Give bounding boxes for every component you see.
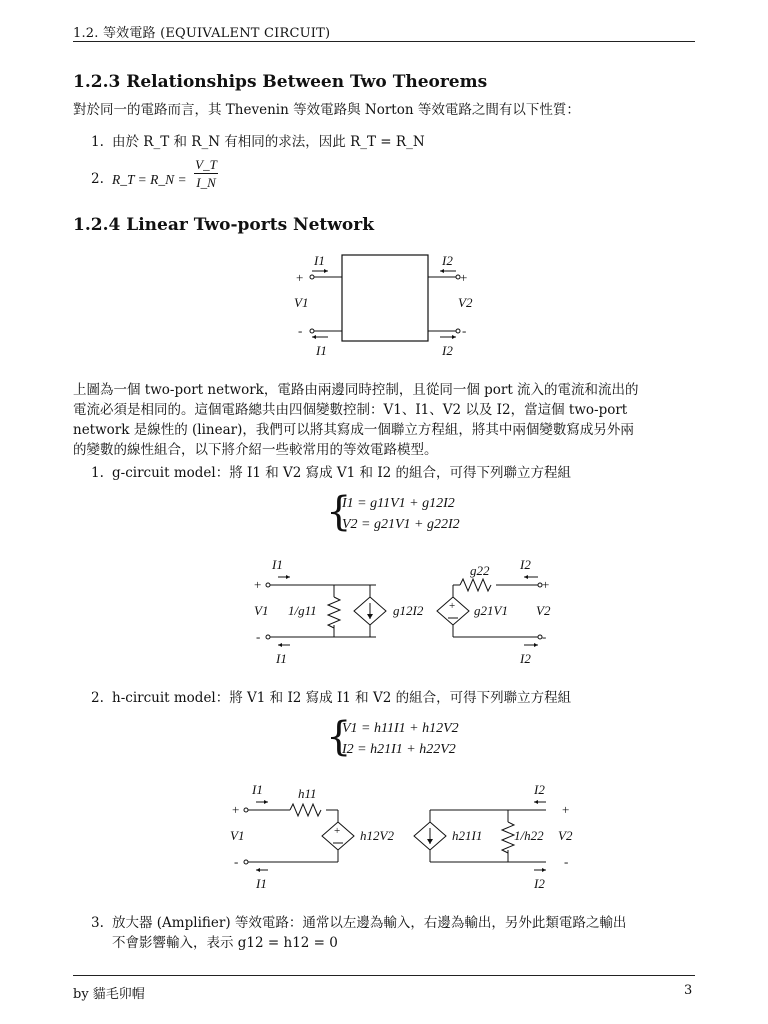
brace: {	[326, 489, 352, 535]
label-minus: -	[234, 854, 239, 869]
label-minus-left: -	[298, 323, 303, 338]
resistor	[460, 579, 491, 591]
label-I2-top: I2	[442, 253, 453, 268]
amplifier-description-line1: 放大器 (Amplifier) 等效電路：通常以左邊為輸入，右邊為輸出，另外此類電路之輸出	[112, 915, 627, 931]
label-1-over-h22: 1/h22	[514, 828, 544, 843]
label-I1-top: I1	[314, 253, 325, 268]
footer-author: by 貓毛卯帽	[73, 987, 145, 1002]
paragraph-line: 上圖為一個 two-port network，電路由兩邊同時控制，且從同一個 port 流入的電流和流出的	[73, 382, 639, 398]
fraction-numerator: V_T	[195, 157, 217, 172]
section-title-1-2-3: 1.2.3 Relationships Between Two Theorems	[73, 72, 488, 92]
g-equation-2: V2 = g21V1 + g22I2	[342, 517, 460, 532]
label-h11: h11	[298, 786, 317, 801]
resistor	[502, 822, 514, 853]
h-circuit-diagram	[228, 780, 588, 895]
label-I1-top: I1	[272, 557, 283, 572]
label-V2: V2	[458, 295, 473, 310]
g-circuit-diagram	[248, 555, 568, 670]
label-h21I1: h21I1	[452, 828, 483, 843]
g-equation-1: I1 = g11V1 + g12I2	[342, 496, 455, 511]
svg-text:+: +	[334, 825, 341, 837]
label-plus-right: +	[460, 270, 468, 285]
label-I2-bottom: I2	[534, 876, 545, 891]
list-item-number: 2.	[91, 690, 104, 706]
label-plus: +	[542, 577, 550, 592]
label-I1-top: I1	[252, 782, 263, 797]
label-V1: V1	[294, 295, 309, 310]
label-minus: -	[542, 629, 547, 644]
label-g21V1: g21V1	[474, 603, 508, 618]
label-plus: +	[254, 577, 262, 592]
h-equation-2: I2 = h21I1 + h22V2	[342, 742, 456, 757]
label-V1: V1	[254, 603, 269, 618]
network-box	[342, 255, 428, 341]
list-item-number: 1.	[91, 465, 104, 481]
label-1-over-g11: 1/g11	[288, 603, 317, 618]
g-model-description: g-circuit model：將 I1 和 V2 寫成 V1 和 I2 的組合，可得下列聯立方程組	[112, 465, 572, 481]
label-I2-bottom: I2	[442, 343, 453, 358]
label-V2: V2	[536, 603, 551, 618]
label-I2-top: I2	[520, 557, 531, 572]
section-title-1-2-4: 1.2.4 Linear Two-ports Network	[73, 215, 374, 235]
h-equation-1: V1 = h11I1 + h12V2	[342, 721, 459, 736]
list-item-number: 1.	[91, 134, 104, 150]
page-number: 3	[684, 983, 693, 998]
terminal	[456, 329, 460, 333]
label-V1: V1	[230, 828, 245, 843]
label-g22: g22	[470, 563, 490, 578]
amplifier-description-line2: 不會影響輸入，表示 g12 = h12 = 0	[112, 935, 338, 951]
equation-lhs: R_T = R_N =	[112, 172, 187, 187]
label-I1-bottom: I1	[276, 651, 287, 666]
label-plus: +	[562, 802, 570, 817]
list-item-number: 3.	[91, 915, 104, 931]
label-minus: -	[564, 854, 569, 869]
label-minus: -	[256, 629, 261, 644]
label-plus: +	[232, 802, 240, 817]
label-I2-top: I2	[534, 782, 545, 797]
label-minus-right: -	[462, 323, 467, 338]
terminal	[310, 329, 314, 333]
label-I1-bottom: I1	[316, 343, 327, 358]
paragraph-line: 電流必須是相同的。這個電路總共由四個變數控制：V1、I1、V2 以及 I2，當這個 two-port	[73, 402, 628, 418]
terminal	[310, 275, 314, 279]
label-V2: V2	[558, 828, 573, 843]
footer-rule	[73, 975, 695, 976]
label-I1-bottom: I1	[256, 876, 267, 891]
paragraph-line: 的變數的線性組合，以下將介紹一些較常用的等效電路模型。	[73, 442, 438, 458]
svg-text:+: +	[449, 600, 456, 612]
resistor	[290, 804, 321, 816]
two-port-network-diagram	[280, 245, 490, 365]
label-g12I2: g12I2	[393, 603, 424, 618]
h-model-description: h-circuit model：將 V1 和 I2 寫成 I1 和 V2 的組合，可得下列聯立方程組	[112, 690, 572, 706]
list-item-text: 由於 R_T 和 R_N 有相同的求法，因此 R_T = R_N	[112, 134, 425, 150]
list-item-number: 2.	[91, 171, 104, 187]
running-header: 1.2. 等效電路 (EQUIVALENT CIRCUIT)	[73, 26, 331, 41]
paragraph-line: network 是線性的 (linear)，我們可以將其寫成一個聯立方程組，將其中兩個變數寫成另外兩	[73, 422, 634, 438]
label-I2-bottom: I2	[520, 651, 531, 666]
fraction-denominator: I_N	[196, 175, 216, 190]
brace: {	[326, 714, 352, 760]
intro-paragraph: 對於同一的電路而言，其 Thevenin 等效電路與 Norton 等效電路之間有以下性質：	[73, 102, 580, 118]
label-h12V2: h12V2	[360, 828, 394, 843]
fraction	[194, 156, 218, 191]
label-plus-left: +	[296, 270, 304, 285]
resistor	[328, 597, 340, 628]
header-rule	[73, 41, 695, 42]
